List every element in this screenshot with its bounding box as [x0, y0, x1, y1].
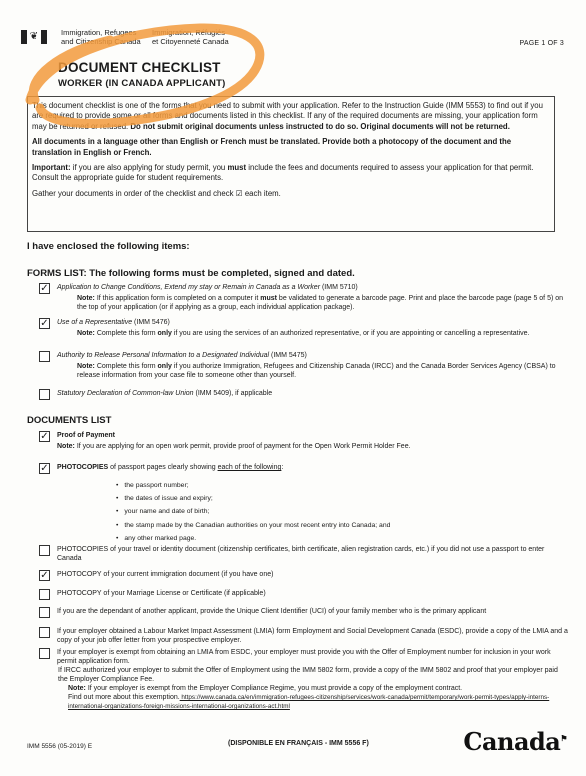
intro-paragraph-1: This document checklist is one of the forms that you need to submit with your application. Refer to the Instruction Guide (IMM 5553) to find out if you are required to provide some or all forms and documents listed in this checklist. If any of the required documents are missing, your application form may be returned or refused. Do not submit original documents unless instructed to do so. Original documents will not be returned. — [32, 101, 543, 131]
list-item: • your name and date of birth; — [116, 505, 390, 518]
intro-paragraph-4: Gather your documents in order of the checklist and check ☑ each item. — [32, 188, 281, 198]
checkbox-immigration-document[interactable]: ✓ — [40, 570, 49, 581]
checkbox-marriage-certificate[interactable] — [39, 589, 50, 600]
checkbox-lmia[interactable] — [39, 627, 50, 638]
list-item: • any other marked page. — [116, 532, 390, 545]
exemption-url[interactable]: https://www.canada.ca/en/immigration-refugees-citizenship/services/work-canada/permit/temporary/work-permit-types/apply-interns-international-organizations-foreign-missions-international-organizations-act.html — [68, 694, 550, 710]
checkbox-passport[interactable]: ✓ — [40, 463, 49, 474]
page-title: DOCUMENT CHECKLIST — [58, 60, 221, 75]
canada-flag-icon: ❦ — [21, 30, 47, 44]
doc-item-proof-of-payment: ✓ Proof of Payment Note: If you are applying for an open work permit, provide proof of payment for the Open Work Permit Holder Fee. — [40, 431, 411, 450]
form-item-imm5710: ✓ Application to Change Conditions, Extend my stay or Remain in Canada as a Worker (IMM 5710) Note: If this application form is completed on a computer it must be validated to generate a barcode page. Print and place the barcode page (page 5 of 5) on the top of your application (or if applying as a group, each individual application package). — [40, 283, 564, 311]
intro-paragraph-2: All documents in a language other than English or French must be translated. Provide both a photocopy of the document and the translation in English or French. — [32, 137, 512, 157]
exemption-info-link[interactable]: Find out more about this exemption. — [68, 694, 180, 701]
checkbox-imm5409[interactable] — [39, 389, 50, 400]
checkbox-proof-of-payment[interactable]: ✓ — [40, 431, 49, 442]
list-item: • the passport number; — [116, 479, 390, 492]
doc-item-lmia: If your employer obtained a Labour Market Impact Assessment (LMIA) form Employment and Social Development Canada (ESDC), provide a copy of the LMIA and a copy of your job offer letter from your prospective employer. — [39, 627, 569, 645]
doc-item-travel-document: PHOTOCOPIES of your travel or identity document (citizenship certificates, birth certificate, alien registration cards, etc.) if you did not use a passport to enter Canada — [39, 545, 569, 563]
checkbox-imm5476[interactable]: ✓ — [40, 318, 49, 329]
form-item-imm5409: Statutory Declaration of Common-law Union (IMM 5409), if applicable — [39, 389, 569, 398]
passport-requirements-list — [116, 479, 390, 545]
doc-item-uci: If you are the dependant of another applicant, provide the Unique Client Identifier (UCI) of your family member who is the primary applicant — [39, 607, 569, 616]
doc-item-immigration-document: ✓ PHOTOCOPY of your current immigration document (if you have one) — [40, 570, 274, 581]
intro-box — [27, 96, 555, 232]
canada-wordmark: Canada⚑ — [463, 727, 567, 756]
doc-item-marriage-certificate: PHOTOCOPY of your Marriage License or Certificate (if applicable) — [39, 589, 569, 598]
doc-item-lmia-exempt: If your employer is exempt from obtaining an LMIA from ESDC, your employer must provide you with the Offer of Employment number for inclusion in your work permit application form. — [39, 648, 569, 666]
form-code: IMM 5556 (05-2019) E — [27, 743, 93, 750]
checkbox-imm5475[interactable] — [39, 351, 50, 362]
checkbox-travel-document[interactable] — [39, 545, 50, 556]
department-name-fr: Immigration, Réfugiés et Citoyenneté Canada — [152, 28, 229, 46]
form-item-imm5475: Authority to Release Personal Information to a Designated Individual (IMM 5475) Note: Complete this form only if you authorize Immigration, Refugees and Citizenship Canada (IRCC) and the Canada Border Services Agency (CBSA) to release information from your case file to someone other than yourself. — [39, 351, 569, 380]
list-item: • the dates of issue and expiry; — [116, 492, 390, 505]
flag-icon: ⚑ — [560, 733, 567, 743]
list-item: • the stamp made by the Canadian authorities on your most recent entry into Canada; and — [116, 519, 390, 532]
enclosed-heading: I have enclosed the following items: — [27, 241, 190, 252]
page-subtitle: WORKER (IN CANADA APPLICANT) — [58, 78, 226, 89]
intro-paragraph-3: Important: if you are also applying for study permit, you must include the fees and documents required to assess your application for that permit. Consult the appropriate guide for student requirements. — [32, 163, 534, 183]
imm5802-paragraph: If IRCC authorized your employer to submit the Offer of Employment using the IMM 5802 form, provide a copy of the IMM 5802 and proof that your employer paid the Employer Compliance Fee. Note: If your employer is exempt from the Employer Compliance Regime, you must provide a copy of the employment contract. Find out more about this exemption. https://www.canada.ca/en/immigration-refugees-citizenship/services/work-canada/permit/temporary/work-permit-types/apply-interns-international-organizations-foreign-missions-international-organizations-act.html — [58, 667, 558, 710]
checkbox-lmia-exempt[interactable] — [39, 648, 50, 659]
french-version-note: (DISPONIBLE EN FRANÇAIS - IMM 5556 F) — [228, 740, 369, 747]
form-item-imm5476: ✓ Use of a Representative (IMM 5476) Note: Complete this form only if you are using the services of an authorized representative, or if you are appointing or cancelling a representative. — [40, 318, 530, 337]
checkbox-imm5710[interactable]: ✓ — [40, 283, 49, 294]
doc-item-passport: ✓ PHOTOCOPIES of passport pages clearly showing each of the following: — [40, 463, 284, 474]
forms-list-heading: FORMS LIST: The following forms must be completed, signed and dated. — [27, 268, 355, 279]
checkbox-uci[interactable] — [39, 607, 50, 618]
page-number: PAGE 1 OF 3 — [519, 40, 564, 47]
documents-list-heading: DOCUMENTS LIST — [27, 415, 112, 426]
department-name-en: Immigration, Refugees and Citizenship Canada — [61, 28, 141, 46]
